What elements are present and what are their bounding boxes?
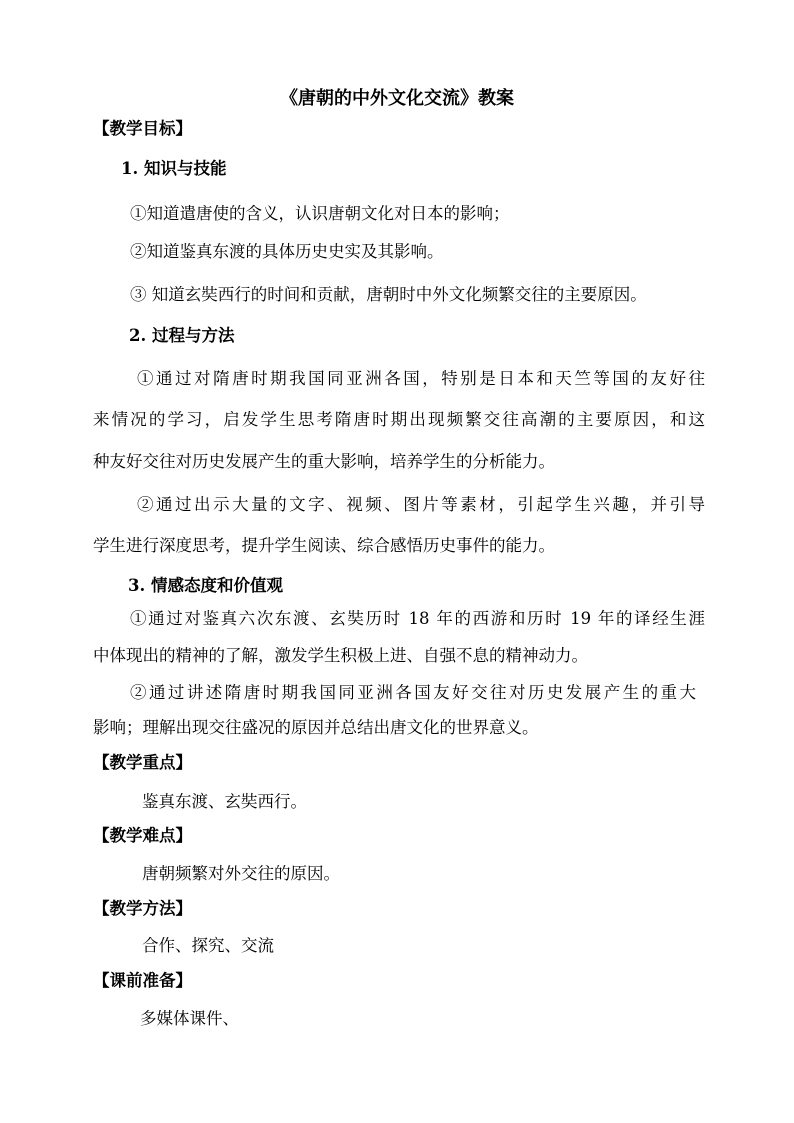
objectives-heading: 【教学目标】 [93, 119, 192, 138]
attitude-para1-line-1: ①通过对鉴真六次东渡、玄奘历时 18 年的西游和历时 19 年的译经生涯 [130, 609, 705, 628]
process-para1-line-1: ①通过对隋唐时期我国同亚洲各国，特别是日本和天竺等国的友好往 [137, 369, 705, 388]
difficulties-content: 唐朝频繁对外交往的原因。 [142, 864, 340, 883]
key-points-content: 鉴真东渡、玄奘西行。 [142, 792, 307, 811]
process-para1-line-3: 种友好交往对历史发展产生的重大影响，培养学生的分析能力。 [93, 452, 555, 471]
attitude-heading: 3. 情感态度和价值观 [128, 576, 283, 595]
preparation-heading: 【课前准备】 [93, 971, 192, 990]
document-title: 《唐朝的中外文化交流》教案 [280, 88, 514, 109]
process-para1-line-2: 来情况的学习，启发学生思考隋唐时期出现频繁交往高潮的主要原因，和这 [93, 410, 705, 429]
attitude-para1-line-2: 中体现出的精神的了解，激发学生积极上进、自强不息的精神动力。 [93, 646, 588, 665]
process-para2-line-1: ②通过出示大量的文字、视频、图片等素材，引起学生兴趣，并引导 [137, 495, 705, 514]
preparation-content: 多媒体课件、 [140, 1009, 239, 1028]
key-points-heading: 【教学重点】 [93, 753, 192, 772]
knowledge-item-3: ③ 知道玄奘西行的时间和贡献，唐朝时中外文化频繁交往的主要原因。 [130, 285, 647, 304]
difficulties-heading: 【教学难点】 [93, 826, 192, 845]
methods-heading: 【教学方法】 [93, 899, 192, 918]
knowledge-heading: 1. 知识与技能 [121, 159, 227, 178]
attitude-para2-line-2: 影响；理解出现交往盛况的原因并总结出唐文化的世界意义。 [93, 718, 539, 737]
process-para2-line-2: 学生进行深度思考，提升学生阅读、综合感悟历史事件的能力。 [93, 536, 555, 555]
process-heading: 2. 过程与方法 [129, 326, 235, 345]
methods-content: 合作、探究、交流 [142, 936, 274, 955]
knowledge-item-1: ①知道遣唐使的含义，认识唐朝文化对日本的影响； [130, 204, 510, 223]
knowledge-item-2: ②知道鉴真东渡的具体历史史实及其影响。 [130, 242, 444, 261]
attitude-para2-line-1: ②通过讲述隋唐时期我国同亚洲各国友好交往对历史发展产生的重大 [130, 683, 696, 702]
